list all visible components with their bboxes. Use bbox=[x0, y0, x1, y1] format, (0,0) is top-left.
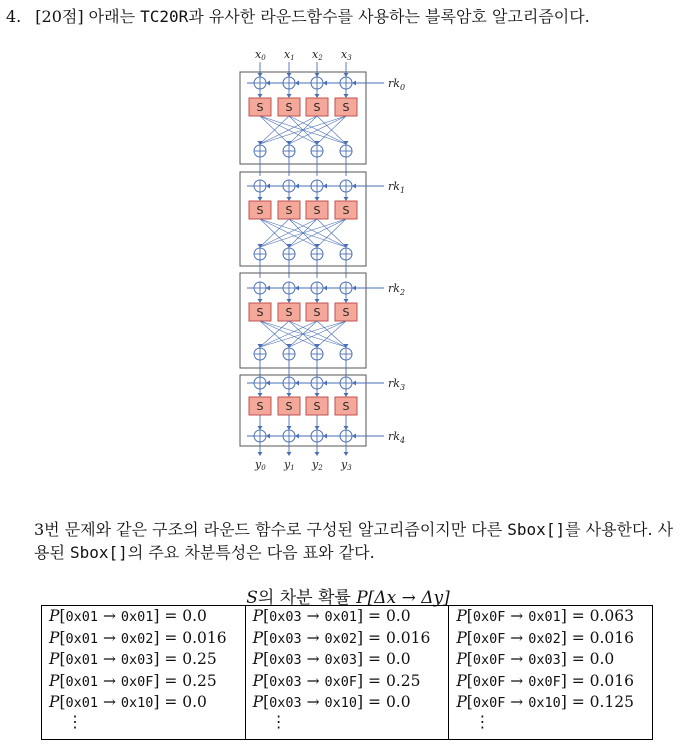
sbox-label: S bbox=[285, 400, 293, 413]
arrow-head bbox=[258, 426, 263, 430]
arrow-head bbox=[344, 393, 349, 397]
bracket: [ bbox=[263, 628, 270, 647]
arrow-head bbox=[344, 299, 349, 303]
key-arrow bbox=[352, 81, 356, 86]
arrow: → bbox=[98, 628, 121, 647]
paragraph-code-2: Sbox[] bbox=[70, 543, 128, 562]
paragraph-text-1: 3번 문제와 같은 구조의 라운드 함수로 구성된 알고리즘이지만 다른 bbox=[34, 520, 503, 539]
key-arrow bbox=[323, 184, 327, 189]
table-column-1 bbox=[246, 606, 450, 739]
bracket: [ bbox=[466, 671, 473, 690]
arrow-head bbox=[287, 426, 292, 430]
equals: ] = bbox=[357, 650, 386, 668]
equals: ] = bbox=[357, 607, 386, 625]
output-diff: 0x0F bbox=[324, 673, 358, 690]
cipher-name: TC20R bbox=[140, 7, 189, 26]
arrow-head bbox=[315, 393, 320, 397]
arrow-head bbox=[315, 73, 320, 77]
equals: ] = bbox=[560, 650, 590, 668]
arrow-head bbox=[287, 452, 292, 456]
key-arrow bbox=[266, 381, 270, 386]
key-arrow bbox=[295, 184, 299, 189]
key-arrow bbox=[352, 286, 356, 291]
sbox-label: S bbox=[342, 306, 350, 319]
arrow-head bbox=[258, 452, 263, 456]
prob-symbol: P bbox=[49, 650, 60, 668]
bracket: [ bbox=[263, 650, 270, 668]
bracket: [ bbox=[59, 628, 66, 647]
probability-value: 0.063 bbox=[589, 607, 634, 625]
table-row bbox=[49, 649, 245, 671]
table-row bbox=[253, 628, 449, 650]
arrow-head bbox=[258, 73, 263, 77]
arrow: → bbox=[301, 628, 325, 647]
bracket: [ bbox=[59, 693, 66, 711]
bracket: [ bbox=[59, 671, 66, 690]
arrow-head bbox=[287, 299, 292, 303]
paragraph-code-1: Sbox[] bbox=[507, 520, 566, 539]
prob-symbol: P bbox=[252, 693, 264, 711]
input-diff: 0x03 bbox=[269, 652, 302, 668]
input-diff: 0x01 bbox=[65, 630, 99, 647]
arrow-head bbox=[287, 94, 292, 98]
sbox-label: S bbox=[285, 204, 293, 217]
key-arrow bbox=[295, 81, 299, 86]
arrow: → bbox=[301, 693, 325, 711]
question-points: [20점] bbox=[35, 7, 84, 26]
table-row bbox=[456, 671, 652, 693]
arrow-head bbox=[258, 299, 263, 303]
table-row bbox=[456, 628, 652, 650]
key-arrow bbox=[266, 184, 270, 189]
arrow-head bbox=[315, 299, 320, 303]
arrow: → bbox=[505, 693, 529, 711]
bracket: [ bbox=[263, 693, 270, 711]
sbox-label: S bbox=[313, 306, 321, 319]
sbox-label: S bbox=[313, 400, 321, 413]
equals: ] = bbox=[357, 628, 386, 647]
bracket: [ bbox=[466, 607, 473, 625]
equals: ] = bbox=[153, 671, 183, 690]
key-arrow bbox=[295, 381, 299, 386]
caption-formula: P[Δx → Δy] bbox=[356, 588, 450, 608]
output-diff: 0x0F bbox=[120, 673, 154, 690]
sbox-label: S bbox=[256, 400, 264, 413]
round-key-label: $rk_4$ bbox=[388, 430, 406, 445]
equals: ] = bbox=[560, 693, 590, 711]
probability-value: 0.0 bbox=[385, 607, 411, 625]
key-arrow bbox=[266, 286, 270, 291]
round-key-label: $rk_3$ bbox=[388, 377, 406, 392]
prob-symbol: P bbox=[49, 628, 60, 647]
key-arrow bbox=[352, 381, 356, 386]
sbox-label: S bbox=[342, 204, 350, 217]
arrow-head bbox=[315, 94, 320, 98]
key-arrow bbox=[266, 81, 270, 86]
arrow-head bbox=[258, 197, 263, 201]
probability-value: 0.016 bbox=[589, 671, 634, 690]
arrow: → bbox=[505, 671, 529, 690]
question-text-before: 아래는 bbox=[88, 7, 136, 26]
sbox-label: S bbox=[256, 101, 264, 114]
table-row bbox=[49, 671, 245, 693]
bracket: [ bbox=[59, 650, 66, 668]
sbox-label: S bbox=[313, 101, 321, 114]
equals: ] = bbox=[560, 628, 590, 647]
output-diff: 0x03 bbox=[120, 652, 154, 668]
arrow: → bbox=[98, 693, 121, 711]
arrow: → bbox=[98, 607, 121, 625]
probability-value: 0.0 bbox=[182, 607, 207, 625]
arrow-head bbox=[258, 94, 263, 98]
table-row bbox=[456, 606, 652, 628]
input-label: x2 bbox=[312, 48, 323, 62]
equals: ] = bbox=[560, 671, 590, 690]
arrow: → bbox=[505, 607, 529, 625]
prob-symbol: P bbox=[456, 607, 467, 625]
input-diff: 0x0F bbox=[472, 652, 506, 668]
table-row bbox=[49, 628, 245, 650]
equals: ] = bbox=[357, 693, 386, 711]
probability-value: 0.0 bbox=[182, 693, 207, 711]
key-arrow bbox=[352, 434, 356, 439]
input-diff: 0x01 bbox=[65, 609, 99, 625]
arrow-head bbox=[315, 426, 320, 430]
bracket: [ bbox=[466, 628, 473, 647]
key-arrow bbox=[323, 286, 327, 291]
key-arrow bbox=[266, 434, 270, 439]
output-diff: 0x01 bbox=[324, 609, 358, 625]
arrow-head bbox=[287, 393, 292, 397]
arrow: → bbox=[505, 628, 529, 647]
prob-symbol: P bbox=[49, 693, 60, 711]
input-diff: 0x01 bbox=[65, 652, 99, 668]
arrow: → bbox=[98, 671, 121, 690]
prob-symbol: P bbox=[252, 628, 264, 647]
output-label: y2 bbox=[312, 458, 323, 472]
arrow-head bbox=[315, 197, 320, 201]
equals: ] = bbox=[153, 607, 183, 625]
input-diff: 0x03 bbox=[269, 630, 302, 647]
sbox-label: S bbox=[342, 101, 350, 114]
prob-symbol: P bbox=[456, 671, 467, 690]
prob-symbol: P bbox=[456, 628, 467, 647]
equals: ] = bbox=[357, 671, 386, 690]
table-row bbox=[253, 692, 449, 714]
probability-value: 0.0 bbox=[385, 650, 411, 668]
ellipsis: ⋮ bbox=[67, 711, 83, 731]
probability-value: 0.25 bbox=[182, 671, 217, 690]
table-row bbox=[456, 692, 652, 714]
prob-symbol: P bbox=[252, 650, 264, 668]
equals: ] = bbox=[560, 607, 590, 625]
input-label: x3 bbox=[341, 48, 352, 62]
arrow: → bbox=[301, 650, 325, 668]
arrow: → bbox=[301, 607, 325, 625]
input-diff: 0x0F bbox=[472, 630, 506, 647]
bracket: [ bbox=[59, 607, 66, 625]
input-diff: 0x03 bbox=[269, 673, 302, 690]
bracket: [ bbox=[263, 607, 270, 625]
input-diff: 0x0F bbox=[472, 673, 506, 690]
equals: ] = bbox=[153, 628, 183, 647]
round-key-label: $rk_2$ bbox=[388, 282, 406, 297]
sbox-label: S bbox=[285, 101, 293, 114]
probability-value: 0.125 bbox=[589, 693, 634, 711]
caption-korean: 의 차분 확률 bbox=[257, 588, 351, 608]
output-diff: 0x03 bbox=[528, 652, 561, 668]
arrow: → bbox=[505, 650, 529, 668]
arrow-head bbox=[344, 452, 349, 456]
output-diff: 0x0F bbox=[528, 673, 561, 690]
prob-symbol: P bbox=[49, 671, 60, 690]
output-diff: 0x02 bbox=[528, 630, 561, 647]
arrow-head bbox=[315, 452, 320, 456]
table-column-0 bbox=[42, 606, 246, 739]
output-diff: 0x10 bbox=[324, 695, 358, 711]
prob-symbol: P bbox=[252, 607, 264, 625]
bracket: [ bbox=[466, 650, 473, 668]
arrow-head bbox=[287, 197, 292, 201]
output-diff: 0x10 bbox=[528, 695, 561, 711]
key-arrow bbox=[323, 81, 327, 86]
prob-symbol: P bbox=[456, 693, 467, 711]
output-diff: 0x02 bbox=[324, 630, 358, 647]
round-key-label: $rk_0$ bbox=[388, 77, 406, 92]
question-number: 4. bbox=[6, 7, 22, 26]
question-text-after: 과 유사한 라운드함수를 사용하는 블록암호 알고리즘이다. bbox=[188, 7, 590, 26]
probability-value: 0.016 bbox=[589, 628, 634, 647]
ellipsis: ⋮ bbox=[474, 711, 491, 731]
table-row bbox=[253, 671, 449, 693]
arrow-head bbox=[287, 73, 292, 77]
output-label: y3 bbox=[341, 458, 352, 472]
input-label: x1 bbox=[284, 48, 295, 62]
input-diff: 0x01 bbox=[65, 695, 99, 711]
input-diff: 0x01 bbox=[65, 673, 99, 690]
prob-symbol: P bbox=[252, 671, 264, 690]
key-arrow bbox=[323, 381, 327, 386]
output-diff: 0x10 bbox=[120, 695, 154, 711]
table-row bbox=[456, 649, 652, 671]
probability-value: 0.016 bbox=[385, 628, 431, 647]
arrow-head bbox=[344, 73, 349, 77]
prob-symbol: P bbox=[456, 650, 467, 668]
output-diff: 0x02 bbox=[120, 630, 154, 647]
prob-symbol: P bbox=[49, 607, 60, 625]
sbox-label: S bbox=[256, 306, 264, 319]
output-label: y0 bbox=[255, 458, 266, 472]
table-row bbox=[253, 649, 449, 671]
arrow: → bbox=[98, 650, 121, 668]
arrow-head bbox=[344, 197, 349, 201]
paragraph-text-3: 의 주요 차분특성은 다음 표와 같다. bbox=[127, 543, 375, 562]
output-label: y1 bbox=[284, 458, 295, 472]
bracket: [ bbox=[466, 693, 473, 711]
round-key-label: $rk_1$ bbox=[388, 180, 406, 195]
probability-value: 0.0 bbox=[589, 650, 615, 668]
sbox-label: S bbox=[313, 204, 321, 217]
sbox-label: S bbox=[342, 400, 350, 413]
arrow-head bbox=[344, 426, 349, 430]
differential-table bbox=[41, 605, 653, 740]
output-diff: 0x01 bbox=[120, 609, 154, 625]
input-diff: 0x03 bbox=[269, 609, 302, 625]
table-row bbox=[253, 606, 449, 628]
key-arrow bbox=[295, 286, 299, 291]
probability-value: 0.016 bbox=[182, 628, 227, 647]
probability-value: 0.25 bbox=[385, 671, 421, 690]
key-arrow bbox=[352, 184, 356, 189]
bracket: [ bbox=[263, 671, 270, 690]
output-diff: 0x03 bbox=[324, 652, 358, 668]
sbox-label: S bbox=[256, 204, 264, 217]
output-diff: 0x01 bbox=[528, 609, 561, 625]
arrow-head bbox=[344, 94, 349, 98]
equals: ] = bbox=[153, 650, 183, 668]
input-diff: 0x03 bbox=[269, 695, 302, 711]
key-arrow bbox=[323, 434, 327, 439]
key-arrow bbox=[295, 434, 299, 439]
input-label: x0 bbox=[255, 48, 266, 62]
input-diff: 0x0F bbox=[472, 695, 506, 711]
probability-value: 0.25 bbox=[182, 650, 217, 668]
arrow-head bbox=[258, 393, 263, 397]
table-row bbox=[49, 692, 245, 714]
equals: ] = bbox=[153, 693, 183, 711]
arrow: → bbox=[301, 671, 325, 690]
caption-symbol: S bbox=[246, 588, 258, 608]
paragraph-text-2: 를 사용한다. 사용된 bbox=[34, 520, 674, 562]
table-row bbox=[49, 606, 245, 628]
ellipsis: ⋮ bbox=[270, 711, 287, 731]
sbox-label: S bbox=[285, 306, 293, 319]
description-paragraph bbox=[34, 518, 674, 564]
table-column-2 bbox=[449, 606, 652, 739]
probability-value: 0.0 bbox=[385, 693, 411, 711]
input-diff: 0x0F bbox=[472, 609, 506, 625]
